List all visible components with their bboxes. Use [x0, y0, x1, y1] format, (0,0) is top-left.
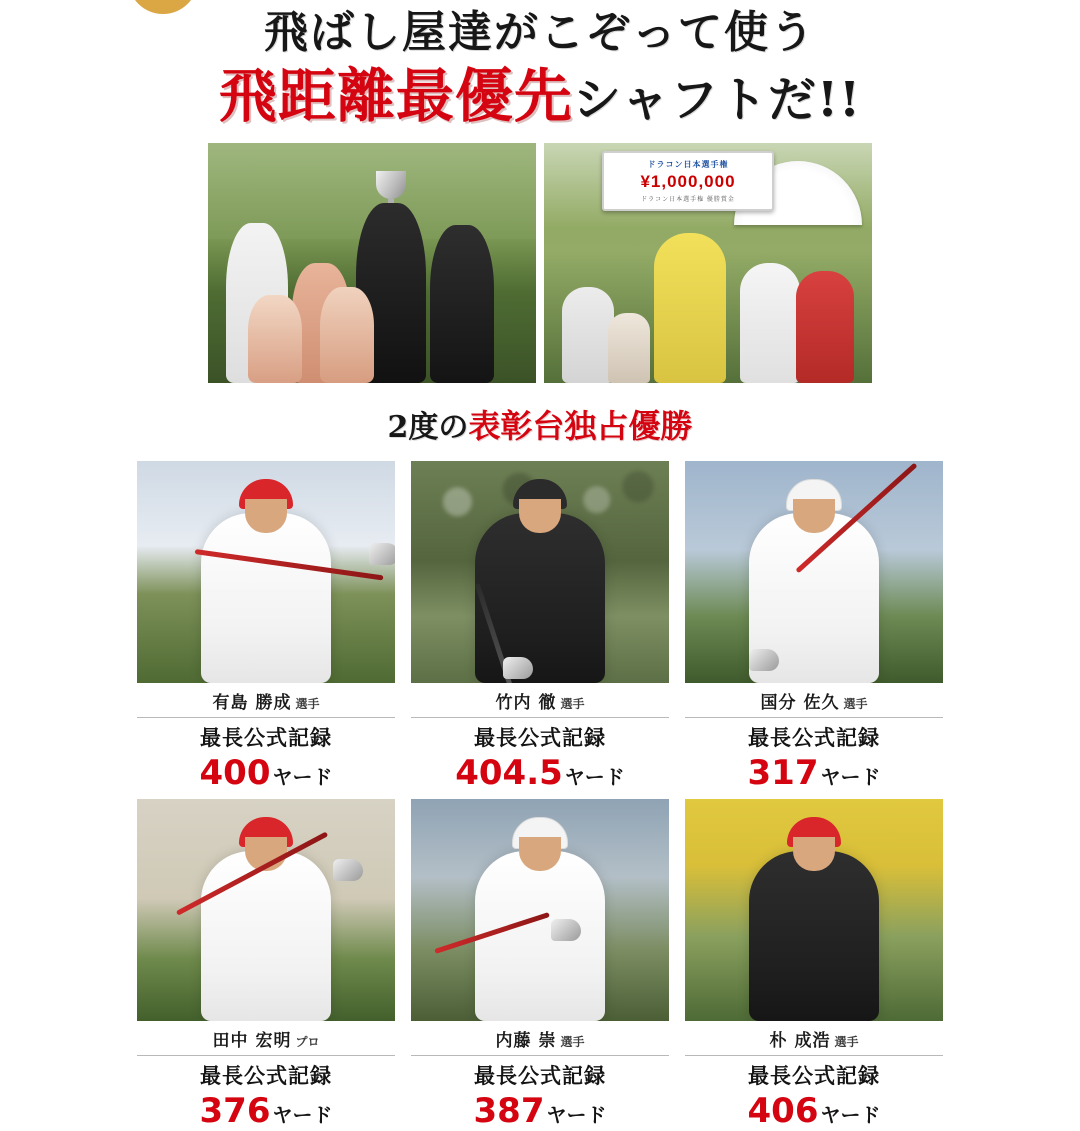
record-unit: ヤード [272, 765, 333, 790]
golfer-figure [475, 851, 605, 1021]
player-title-text: 選手 [560, 697, 585, 712]
golfer-figure [475, 513, 605, 683]
record-number: 387 [473, 1091, 545, 1131]
record-value-row [137, 753, 395, 793]
player-card [411, 799, 669, 1131]
photo-figure [740, 263, 800, 383]
award-photo-row [0, 143, 1080, 383]
player-name-row [137, 683, 395, 718]
record-number: 376 [199, 1091, 271, 1131]
player-photo [685, 461, 943, 683]
golfer-figure [201, 513, 331, 683]
prize-amount-text: ¥1,000,000 [640, 172, 736, 192]
section-subtitle [0, 401, 1080, 447]
photo-figure [562, 287, 614, 383]
player-name-row [411, 1021, 669, 1056]
player-card [685, 799, 943, 1131]
club-head-icon [503, 657, 533, 679]
player-photo [137, 799, 395, 1021]
club-head-icon [551, 919, 581, 941]
subtitle-prefix: 2度の [387, 410, 469, 446]
record-unit: ヤード [546, 1103, 607, 1128]
player-name-text: 田中 宏明 [212, 1031, 292, 1052]
player-name-row [685, 1021, 943, 1056]
record-number: 317 [747, 753, 819, 794]
award-photo-prize [544, 143, 872, 383]
club-head-icon [749, 649, 779, 671]
club-head-icon [333, 859, 363, 881]
player-name-row [685, 683, 943, 718]
player-name-text: 朴 成浩 [769, 1031, 831, 1052]
player-card [137, 799, 395, 1131]
prize-sign-sub-text: ドラコン日本選手権 優勝賞金 [641, 197, 735, 204]
face-shape [793, 499, 835, 533]
player-title-text: 選手 [843, 697, 868, 712]
headline-highlight-text: 飛距離最優先 [218, 61, 573, 130]
headline-tail-text: シャフトだ!! [572, 71, 862, 128]
player-name-text: 国分 佐久 [760, 693, 840, 714]
player-name-row [411, 683, 669, 718]
record-unit: ヤード [820, 1103, 881, 1128]
face-shape [519, 499, 561, 533]
record-unit: ヤード [820, 765, 881, 790]
headline-block [0, 0, 1080, 129]
player-name-text: 竹内 徹 [495, 693, 557, 714]
face-shape [245, 499, 287, 533]
record-label: 最長公式記録 [200, 726, 332, 751]
photo-figure [320, 287, 374, 383]
record-number: 404.5 [455, 753, 563, 794]
record-unit: ヤード [272, 1103, 333, 1128]
player-title-text: 選手 [834, 1035, 859, 1050]
record-unit: ヤード [564, 765, 625, 790]
record-number: 406 [747, 1091, 819, 1131]
player-card [411, 461, 669, 793]
subtitle-highlight: 表彰台独占優勝 [468, 407, 693, 446]
golfer-figure [201, 851, 331, 1021]
photo-figure [796, 271, 854, 383]
record-value-row [411, 753, 669, 793]
player-card [137, 461, 395, 793]
face-shape [793, 837, 835, 871]
record-label: 最長公式記録 [748, 1064, 880, 1089]
player-photo [137, 461, 395, 683]
player-photo [411, 799, 669, 1021]
face-shape [519, 837, 561, 871]
photo-figure [248, 295, 302, 383]
record-value-row [137, 1091, 395, 1131]
record-label: 最長公式記録 [748, 726, 880, 751]
golfer-figure [749, 851, 879, 1021]
photo-figure [608, 313, 650, 383]
photo-figure [430, 225, 494, 383]
record-label: 最長公式記録 [200, 1064, 332, 1089]
player-grid [137, 461, 943, 1131]
record-value-row [411, 1091, 669, 1131]
record-label: 最長公式記録 [474, 1064, 606, 1089]
player-photo [685, 799, 943, 1021]
player-card [685, 461, 943, 793]
headline-line-1: 飛ばし屋達がこぞって使う [264, 7, 816, 58]
photo-figure [654, 233, 726, 383]
player-name-text: 有島 勝成 [212, 693, 292, 714]
record-value-row [685, 753, 943, 793]
player-title-text: プロ [295, 1035, 320, 1050]
award-photo-podium [208, 143, 536, 383]
prize-sign-top-text: ドラコン日本選手権 [647, 160, 729, 170]
headline-line-2 [0, 63, 1080, 130]
record-number: 400 [199, 753, 271, 794]
player-title-text: 選手 [295, 697, 320, 712]
record-value-row [685, 1091, 943, 1131]
player-title-text: 選手 [560, 1035, 585, 1050]
player-photo [411, 461, 669, 683]
player-name-row [137, 1021, 395, 1056]
club-head-icon [369, 543, 395, 565]
prize-sign-board [602, 151, 774, 211]
record-label: 最長公式記録 [474, 726, 606, 751]
player-name-text: 内藤 崇 [495, 1031, 557, 1052]
